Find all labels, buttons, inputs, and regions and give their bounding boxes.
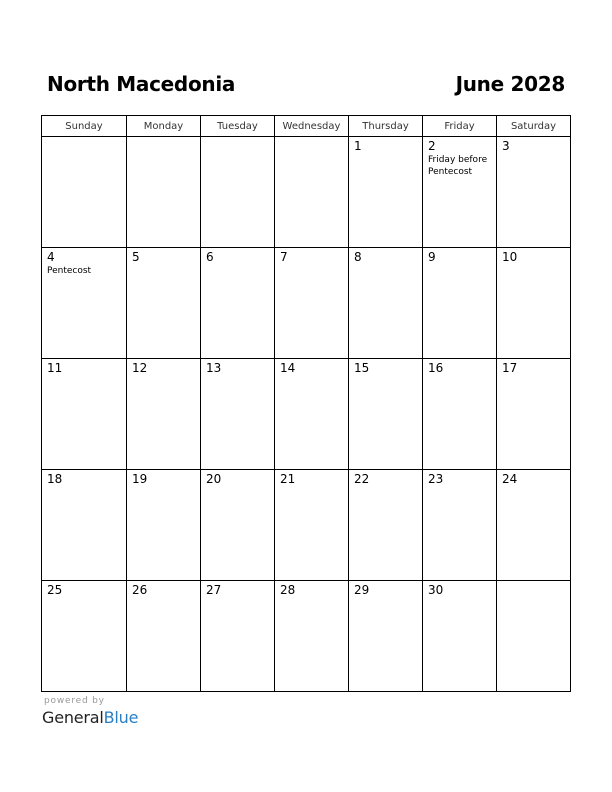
day-number: 15 <box>354 361 370 375</box>
holiday-label: Friday before Pentecost <box>428 155 488 177</box>
holiday-label: Pentecost <box>47 266 92 276</box>
calendar-day-cell <box>42 470 127 581</box>
calendar-week-row <box>42 581 571 692</box>
day-number: 18 <box>47 472 63 486</box>
calendar-day-cell <box>497 248 571 359</box>
calendar-day-cell <box>497 581 571 692</box>
day-number: 30 <box>428 583 444 597</box>
day-number: 8 <box>354 250 362 264</box>
calendar-day-cell <box>497 359 571 470</box>
calendar-grid <box>41 115 571 692</box>
day-number: 11 <box>47 361 63 375</box>
calendar-day-cell <box>275 248 349 359</box>
day-number: 26 <box>132 583 148 597</box>
day-number: 24 <box>502 472 518 486</box>
calendar-day-cell <box>423 248 497 359</box>
calendar-day-cell <box>423 137 497 248</box>
calendar-body <box>42 137 571 692</box>
day-number: 16 <box>428 361 444 375</box>
calendar-day-cell <box>423 470 497 581</box>
day-number: 6 <box>206 250 214 264</box>
day-number: 7 <box>280 250 288 264</box>
calendar-day-cell <box>275 359 349 470</box>
day-number: 12 <box>132 361 148 375</box>
calendar-day-cell <box>423 581 497 692</box>
calendar-day-cell <box>42 248 127 359</box>
day-number: 22 <box>354 472 370 486</box>
calendar-day-cell <box>127 248 201 359</box>
calendar-day-cell <box>127 581 201 692</box>
day-number: 20 <box>206 472 222 486</box>
weekday-header: Sunday <box>42 116 127 137</box>
calendar-day-cell <box>275 137 349 248</box>
brand-general: General <box>42 708 104 727</box>
calendar-day-cell <box>42 359 127 470</box>
calendar-day-cell <box>497 137 571 248</box>
calendar-day-cell <box>349 137 423 248</box>
day-number <box>275 137 348 140</box>
weekday-header: Friday <box>423 116 497 137</box>
calendar-day-cell <box>497 470 571 581</box>
day-number <box>42 137 126 140</box>
day-number: 10 <box>502 250 518 264</box>
weekday-header: Wednesday <box>275 116 349 137</box>
calendar-day-cell <box>201 581 275 692</box>
day-number: 1 <box>354 139 362 153</box>
weekday-header: Monday <box>127 116 201 137</box>
day-number: 14 <box>280 361 296 375</box>
day-number: 28 <box>280 583 296 597</box>
generalblue-logo <box>42 708 138 727</box>
calendar-day-cell <box>127 359 201 470</box>
calendar-week-row <box>42 470 571 581</box>
calendar-day-cell <box>349 470 423 581</box>
day-number: 27 <box>206 583 222 597</box>
calendar-day-cell <box>201 137 275 248</box>
calendar-day-cell <box>349 359 423 470</box>
calendar-day-cell <box>275 470 349 581</box>
day-number: 29 <box>354 583 370 597</box>
calendar-week-row <box>42 248 571 359</box>
calendar-week-row <box>42 137 571 248</box>
day-number <box>127 137 200 140</box>
day-number <box>497 581 570 584</box>
day-number: 4 <box>47 250 55 264</box>
day-number: 21 <box>280 472 296 486</box>
calendar-day-cell <box>201 248 275 359</box>
weekday-header: Thursday <box>349 116 423 137</box>
day-number: 23 <box>428 472 444 486</box>
day-number: 25 <box>47 583 63 597</box>
day-number <box>201 137 274 140</box>
calendar-day-cell <box>349 581 423 692</box>
weekday-header: Tuesday <box>201 116 275 137</box>
day-number: 13 <box>206 361 222 375</box>
calendar-day-cell <box>42 137 127 248</box>
weekday-header-row <box>42 116 571 137</box>
calendar-day-cell <box>127 137 201 248</box>
calendar-week-row <box>42 359 571 470</box>
calendar-day-cell <box>201 470 275 581</box>
day-number: 2 <box>428 139 436 153</box>
brand-blue: Blue <box>103 708 139 727</box>
day-number: 5 <box>132 250 140 264</box>
calendar-day-cell <box>201 359 275 470</box>
calendar-country-title: North Macedonia <box>47 72 236 96</box>
calendar-day-cell <box>423 359 497 470</box>
day-number: 9 <box>428 250 436 264</box>
day-number: 17 <box>502 361 518 375</box>
powered-by-text: powered by <box>44 696 105 706</box>
calendar-day-cell <box>275 581 349 692</box>
day-number: 19 <box>132 472 148 486</box>
calendar-day-cell <box>349 248 423 359</box>
calendar-month-title: June 2028 <box>455 72 565 96</box>
calendar-day-cell <box>127 470 201 581</box>
weekday-header: Saturday <box>497 116 571 137</box>
day-number: 3 <box>502 139 510 153</box>
calendar-day-cell <box>42 581 127 692</box>
